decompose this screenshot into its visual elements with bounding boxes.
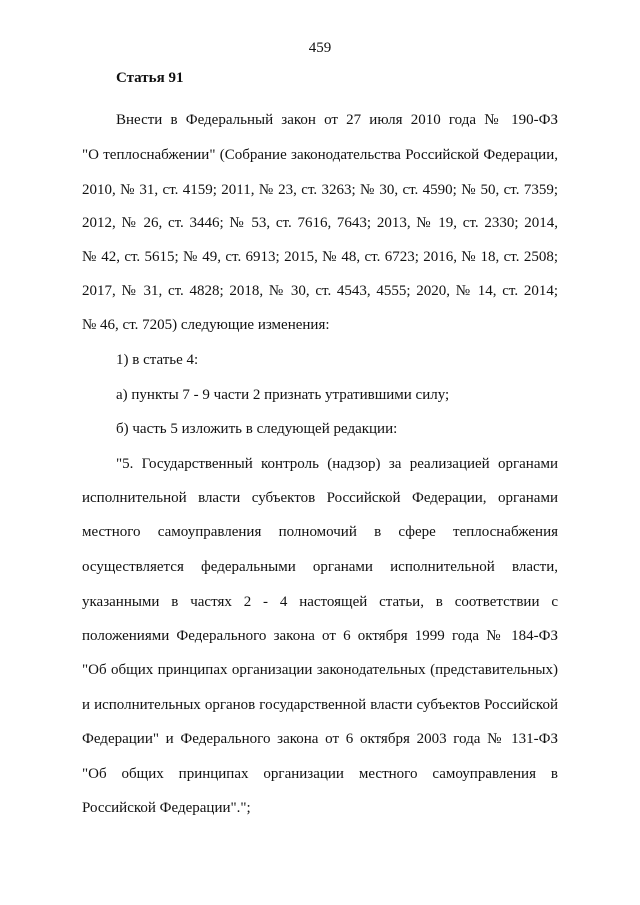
page-number: 459 (308, 40, 332, 56)
quoted-text-line: Российской Федерации"."; (82, 800, 251, 816)
list-item: 1) в статье 4: (116, 352, 199, 368)
text-line: 2012, № 26, ст. 3446; № 53, ст. 7616, 7643; 2013, № 19, ст. 2330; 2014, (82, 215, 558, 231)
quoted-text-line: "Об общих принципах организации местного самоуправления в (82, 766, 558, 782)
text-line: № 42, ст. 5615; № 49, ст. 6913; 2015, № 48, ст. 6723; 2016, № 18, ст. 2508; (82, 249, 558, 265)
list-item: б) часть 5 изложить в следующей редакции: (116, 421, 398, 437)
quoted-text-line: положениями Федерального закона от 6 октября 1999 года № 184-ФЗ (82, 628, 558, 644)
quoted-text-line: исполнительной власти субъектов Российской Федерации, органами (82, 490, 558, 506)
quoted-text-line: и исполнительных органов государственной власти субъектов Российской (82, 697, 558, 713)
list-item: а) пункты 7 - 9 части 2 признать утратившими силу; (116, 387, 450, 403)
text-line: "О теплоснабжении" (Собрание законодательства Российской Федерации, (82, 147, 558, 163)
article-heading: Статья 91 (116, 70, 184, 86)
text-line: № 46, ст. 7205) следующие изменения: (82, 317, 330, 333)
quoted-text-line: местного самоуправления полномочий в сфере теплоснабжения (82, 524, 558, 540)
quoted-text-line: "5. Государственный контроль (надзор) за реализацией органами (116, 456, 558, 472)
quoted-text-line: Федерации" и Федерального закона от 6 октября 2003 года № 131-ФЗ (82, 731, 558, 747)
quoted-text-line: осуществляется федеральными органами исполнительной власти, (82, 559, 558, 575)
text-line: 2017, № 31, ст. 4828; 2018, № 30, ст. 4543, 4555; 2020, № 14, ст. 2014; (82, 283, 558, 299)
text-line: 2010, № 31, ст. 4159; 2011, № 23, ст. 3263; № 30, ст. 4590; № 50, ст. 7359; (82, 182, 558, 198)
text-line: Внести в Федеральный закон от 27 июля 2010 года № 190-ФЗ (116, 112, 558, 128)
quoted-text-line: "Об общих принципах организации законодательных (представительных) (82, 662, 558, 678)
quoted-text-line: указанными в частях 2 - 4 настоящей статьи, в соответствии с (82, 594, 558, 610)
